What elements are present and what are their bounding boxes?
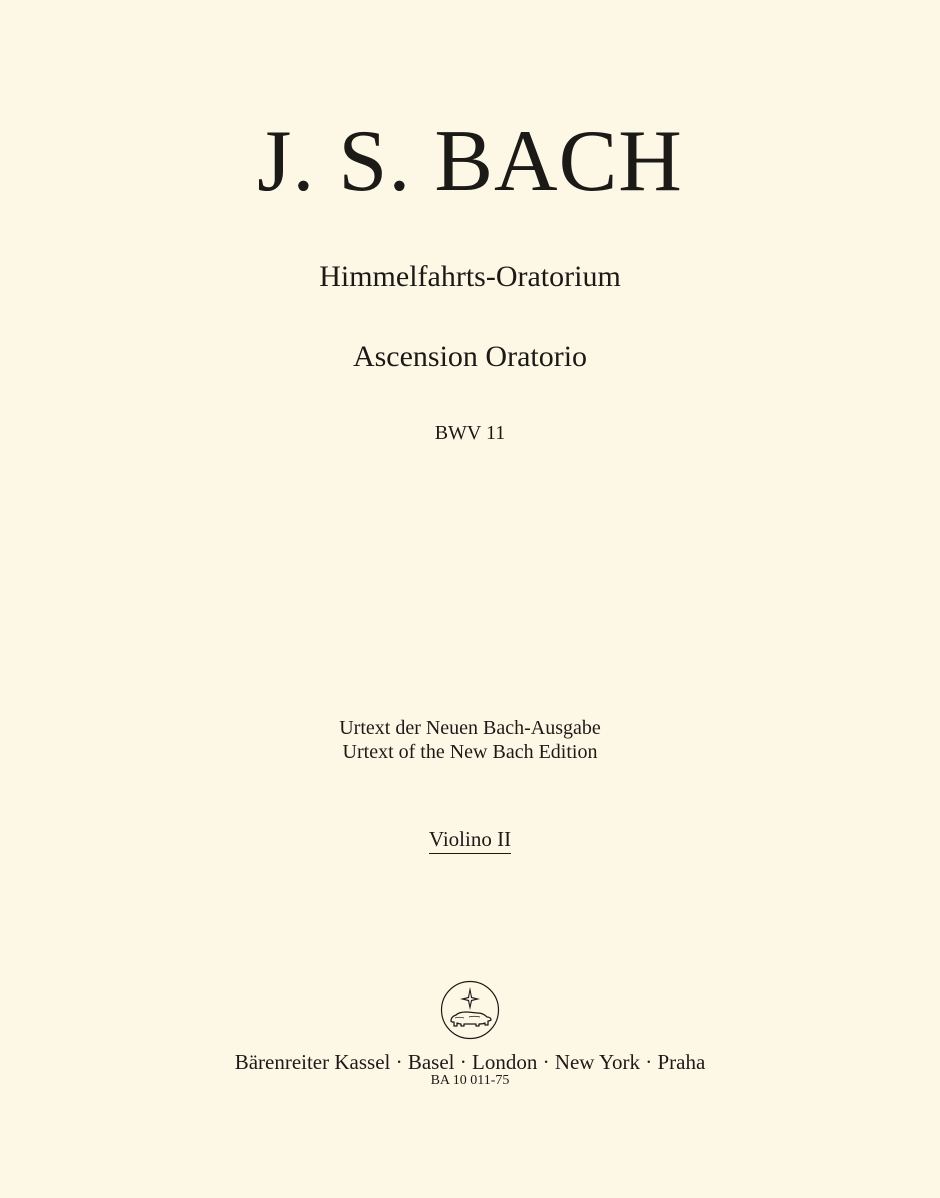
- urtext-note-english: Urtext of the New Bach Edition: [342, 741, 598, 763]
- bwv-catalog-number: BWV 11: [434, 422, 506, 444]
- instrument-part-label: Violino II: [429, 826, 511, 854]
- edition-number: BA 10 011-75: [430, 1073, 510, 1088]
- composer-name: J. S. BACH: [257, 113, 683, 210]
- instrument-part: [0, 826, 940, 854]
- publisher-line: Bärenreiter Kassel · Basel · London · New York · Praha: [234, 1050, 706, 1074]
- urtext-note-german: Urtext der Neuen Bach-Ausgabe: [339, 717, 601, 739]
- baerenreiter-bear-star-logo-icon: [439, 979, 501, 1041]
- title-english: Ascension Oratorio: [352, 340, 588, 373]
- logo-svg: [439, 979, 501, 1041]
- title-german: Himmelfahrts-Oratorium: [319, 260, 621, 293]
